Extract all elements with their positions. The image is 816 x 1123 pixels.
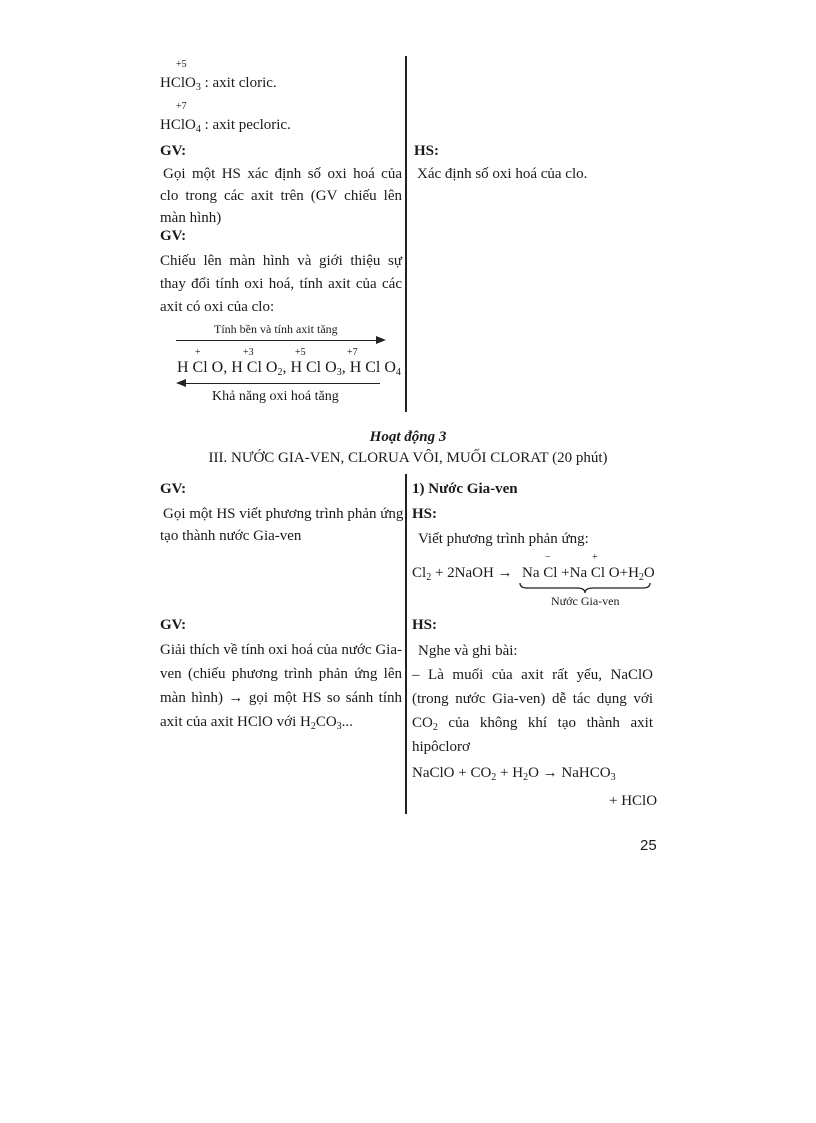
eq2-a: NaClO + CO xyxy=(412,765,492,781)
gv-text-4-sub2: 3 xyxy=(336,721,342,732)
gv-text-1: Gọi một HS xác định số oxi hoá của clo trong các axit trên (GV chiếu lên màn hình) xyxy=(160,166,402,226)
hs-text-top: Xác định số oxi hoá của clo. xyxy=(417,166,588,182)
activity-subtitle: III. NƯỚC GIA-VEN, CLORUA VÔI, MUỐI CLORAT (20 phút) xyxy=(208,450,608,466)
gv-text-3: Gọi một HS viết phương trình phản ứng tạo thành nước Gia-ven xyxy=(160,506,404,544)
oxidation-state-hclo3: +5 xyxy=(176,59,187,70)
equation-naclo xyxy=(412,762,616,784)
gv-label-3: GV: xyxy=(160,481,187,497)
eq1-rhs-a: Na Cl +Na Cl O+H xyxy=(522,565,639,581)
hclo3-formula: HClO xyxy=(160,75,196,91)
brace-label: Nước Gia-ven xyxy=(551,594,620,608)
hs-label-4: HS: xyxy=(412,617,438,633)
eq1-lhs-sub: 2 xyxy=(426,572,432,583)
arrow-top-head-icon xyxy=(376,336,386,344)
eq2-b: + H xyxy=(496,765,524,781)
hclo3-name: : axit cloric. xyxy=(200,75,277,91)
section-heading-giaven: 1) Nước Gia-ven xyxy=(412,481,518,497)
ox-state-hclo: + xyxy=(195,347,201,358)
gv-text-4 xyxy=(160,638,402,734)
hs-text-3: Viết phương trình phản ứng: xyxy=(418,531,589,547)
hs-label-top: HS: xyxy=(414,143,440,159)
hs-text-4-body xyxy=(412,663,653,759)
gv-text-2: Chiếu lên màn hình và giới thiệu sự thay đổi tính oxi hoá, tính axit của các axit có oxi của clo: xyxy=(160,253,402,315)
hclo4-subscript: 4 xyxy=(195,124,201,135)
equation-giaven xyxy=(412,562,513,584)
arrow-bottom-line xyxy=(184,383,380,384)
acid-series-part-3: , H Cl O xyxy=(341,359,396,376)
equation-naclo-product: + HClO xyxy=(609,793,658,809)
arrow-bottom-label: Khả năng oxi hoá tăng xyxy=(212,389,339,404)
gv-text-4-sub1: 2 xyxy=(310,721,316,732)
acid-series-sub-3: 4 xyxy=(395,367,401,378)
acid-series-sub-2: 3 xyxy=(336,367,342,378)
eq2-c: O → NaHCO xyxy=(528,765,611,781)
gv-label-4: GV: xyxy=(160,617,187,633)
gv-text-4-a: Giải thích về tính oxi hoá của nước Gia-ven (chiếu phương trình phản ứng lên màn hình) → gọi một HS so sánh tính axit của axit HClO với H xyxy=(160,642,402,730)
hs-text-4-intro: Nghe và ghi bài: xyxy=(418,643,518,659)
ox-state-hclo3: +5 xyxy=(295,347,306,358)
hclo3-subscript: 3 xyxy=(195,82,201,93)
hs-text-4-a: – Là muối của axit rất yếu, NaClO (trong nước Gia-ven) dễ tác dụng với CO xyxy=(412,667,653,731)
hclo4-formula: HClO xyxy=(160,117,196,133)
eq1-rhs-b: O xyxy=(643,565,655,581)
ox-state-hclo2: +3 xyxy=(243,347,254,358)
gv-text-4-b: CO xyxy=(315,714,337,730)
activity-title: Hoạt động 3 xyxy=(369,429,447,445)
equation-giaven-products xyxy=(522,562,655,584)
eq2-sub2: 2 xyxy=(523,772,529,783)
gv-label-2: GV: xyxy=(160,228,187,244)
page-number: 25 xyxy=(640,837,657,854)
oxidation-state-hclo4: +7 xyxy=(176,101,187,112)
gv-label-1: GV: xyxy=(160,143,187,159)
eq1-rhs-sub: 2 xyxy=(638,572,644,583)
underbrace-icon xyxy=(519,582,651,594)
hs-label-3: HS: xyxy=(412,506,438,522)
ox-plus: + xyxy=(592,552,598,563)
acid-series xyxy=(177,359,401,377)
eq1-lhs-b: + 2NaOH → xyxy=(431,565,513,581)
acid-series-part-2: , H Cl O xyxy=(282,359,337,376)
hclo3-line xyxy=(160,72,277,94)
ox-state-hclo4: +7 xyxy=(347,347,358,358)
acid-series-sub-1: 2 xyxy=(277,367,283,378)
acid-series-part-1: H Cl O, H Cl O xyxy=(177,359,278,376)
eq2-sub3: 3 xyxy=(610,772,616,783)
hs-text-4-b: của không khí tạo thành axit hipôclorơ xyxy=(412,715,653,755)
eq1-lhs-a: Cl xyxy=(412,565,427,581)
ox-minus: − xyxy=(545,552,551,563)
column-divider-bottom xyxy=(405,474,407,814)
arrow-top-line xyxy=(176,340,378,341)
hs-text-4-sub: 2 xyxy=(432,722,438,733)
gv-text-4-c: ... xyxy=(341,714,353,730)
column-divider-top xyxy=(405,56,407,412)
hclo4-line xyxy=(160,114,291,136)
eq2-sub1: 2 xyxy=(491,772,497,783)
hclo4-name: : axit pecloric. xyxy=(200,117,291,133)
arrow-top-label: Tính bền và tính axit tăng xyxy=(214,322,338,336)
